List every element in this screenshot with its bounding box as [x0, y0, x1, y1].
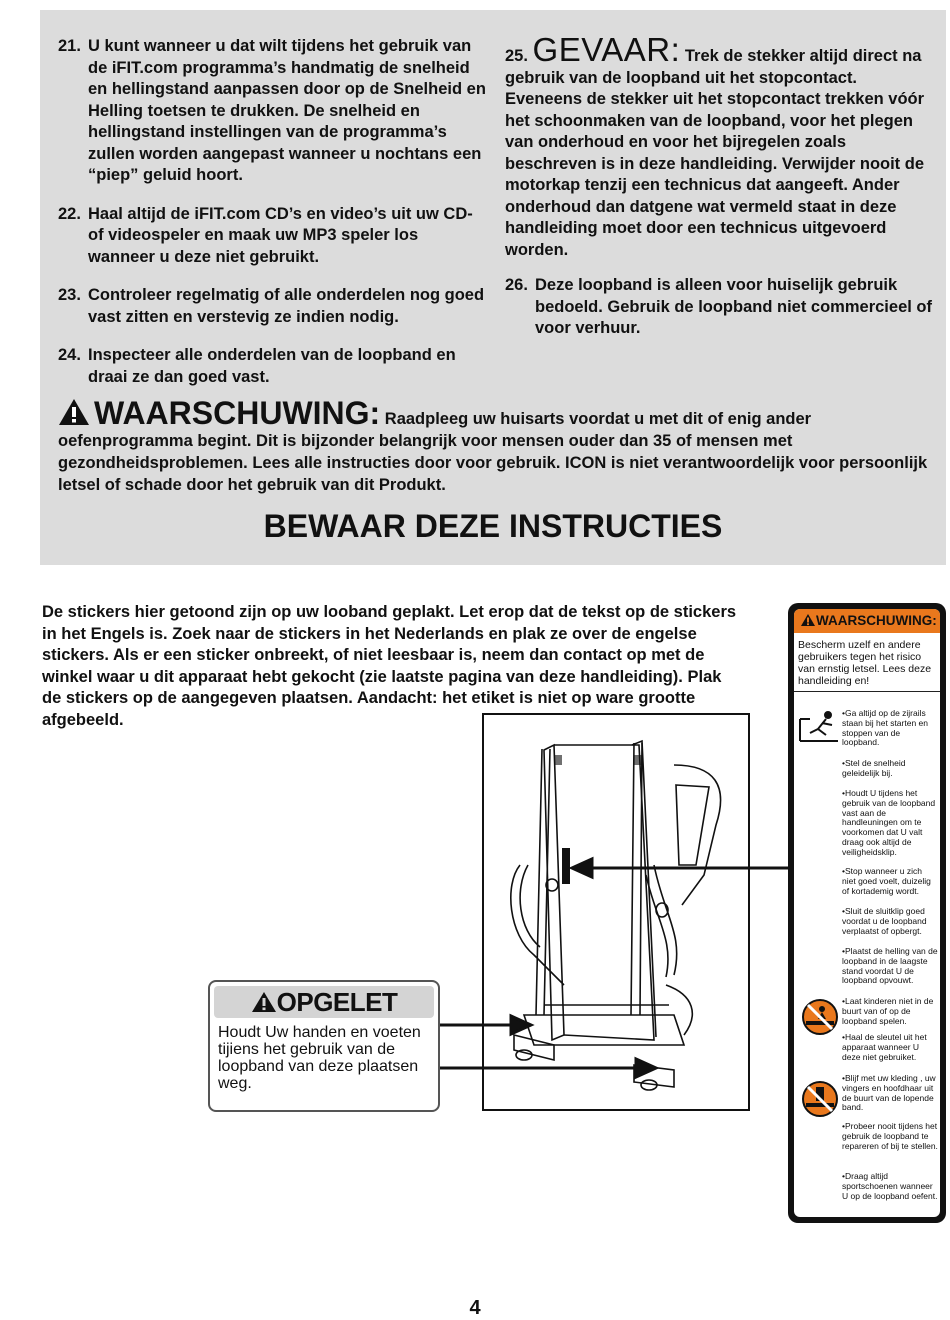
sticker-bullet: •Ga altijd op de zijrails staan bij het starten en stoppen van de loopband.: [842, 708, 929, 748]
page-number: 4: [469, 1297, 481, 1319]
entanglement-hazard-icon: [800, 1079, 840, 1119]
sticker-bullet: •Houdt U tijdens het gebruik van de loopband vast aan de handleuningen om te voorkomen dat U valt draag ook altijd de veiligheidsklip.: [842, 788, 936, 857]
sticker-bullet: •Laat kinderen niet in de buurt van of op de loopband spelen.: [842, 996, 934, 1026]
fall-hazard-icon: [798, 709, 840, 745]
sticker-bullet: •Plaatst de helling van de loopband in de laagste stand voordat U de loopband opvouwt.: [842, 946, 938, 986]
caution-header: OPGELET: [214, 986, 434, 1018]
gevaar-title: GEVAAR:: [532, 31, 681, 68]
sticker-header: WAARSCHUWING:: [794, 609, 940, 633]
warning-title: WAARSCHUWING:: [94, 395, 381, 431]
list-item: 22. Haal altijd de iFIT.com CD’s en video’s uit uw CD- of videospeler en maak uw MP3 speler los wanneer u deze niet gebruikt.: [58, 204, 473, 266]
sticker-bullet: •Draag altijd sportschoenen wanneer U op de loopband oefent.: [842, 1171, 938, 1201]
list-item: 23. Controleer regelmatig of alle onderdelen nog goed vast zitten en verstevig ze indien nodig.: [58, 286, 485, 326]
sticker-bullet: •Probeer nooit tijdens het gebruik de loopband te repareren of bij te stellen.: [842, 1121, 938, 1151]
page-title: BEWAAR DEZE INSTRUCTIES: [263, 508, 723, 544]
stickers-paragraph: De stickers hier getoond zijn op uw looband geplakt. Let erop dat de tekst op de stickers in het Engels is. Zoek naar de stickers in het Nederlands en plak ze over de engelse stickers. Als er een sticker onbreekt, of niet leesbaar is, neem dan contact op met de winkel waar u dit apparaat hebt gekocht (zie laatste pagina van deze handleiding). Plak de stickers op de aangegeven plaatsen. Aandacht: het etiket is niet op ware grootte afgebeeld.: [42, 603, 737, 729]
sticker-bullet: •Sluit de sluitklip goed voordat u de loopband verplaatst of opbergt.: [842, 906, 927, 936]
warning-sticker: [788, 603, 946, 1223]
warning-paragraph: WAARSCHUWING: Raadpleeg uw huisarts voordat u met dit of enig ander oefenprogramma begint. Dit is bijzonder belangrijk voor mensen ouder dan 35 of mensen met gezondheidsproblemen. Lees alle instructies door voor gebruik. ICON is niet verantwoordelijk voor persoonlijk letsel of schade door het gebruik van dit Produkt.: [58, 395, 928, 494]
warning-triangle-icon: [251, 991, 277, 1013]
gevaar-item: 25. GEVAAR: Trek de stekker altijd direct na gebruik van de loopband uit het stopcontact. Eveneens de stekker uit het stopcontact trekken vóór het schoonmaken van de loopband, voor het plegen van onderhoud en voor het bijregelen zoals beschreven is in deze handleiding. Verwijder nooit de motorkap tenzij een technicus dat aangeeft. Ander onderhoud dan datgene wat vermeld staat in deze handleiding moet door een technicus uitgevoerd worden.: [505, 31, 925, 259]
list-item: 21. U kunt wanneer u dat wilt tijdens het gebruik van de iFIT.com programma’s handmatig de snelheid en hellingstand aanpassen door op de Snelheid en Helling toetsen te drukken. De snelheid en hellingstand instellingen van de programma’s zullen worden aangepast wanneer u nochtans een “piep” geluid hoort.: [58, 37, 486, 184]
sticker-intro: Bescherm uzelf en andere gebruikers tegen het risico van ernstig letsel. Lees deze handleiding en!: [794, 633, 940, 692]
sticker-bullet: •Haal de sleutel uit het apparaat wanneer U deze niet gebruiket.: [842, 1032, 927, 1062]
list-item: 26. Deze loopband is alleen voor huiselijk gebruik bedoeld. Gebruik de loopband niet commercieel of voor verhuur.: [505, 276, 932, 337]
no-children-icon: [800, 997, 840, 1037]
sticker-bullet: •Stel de snelheid geleidelijk bij.: [842, 758, 906, 778]
warning-triangle-icon: [800, 613, 816, 627]
list-item: 24. Inspecteer alle onderdelen van de loopband en draai ze dan goed vast.: [58, 346, 456, 386]
caution-text: Houdt Uw handen en voeten tijiens het gebruik van de loopband van deze plaatsen weg.: [218, 1024, 421, 1092]
caution-label: [208, 980, 440, 1112]
sticker-bullet: •Blijf met uw kleding , uw vingers en hoofdhaar uit de buurt van de lopende band.: [842, 1073, 936, 1113]
sticker-bullet: •Stop wanneer u zich niet goed voelt, duizelig of kortademig wordt.: [842, 866, 931, 896]
